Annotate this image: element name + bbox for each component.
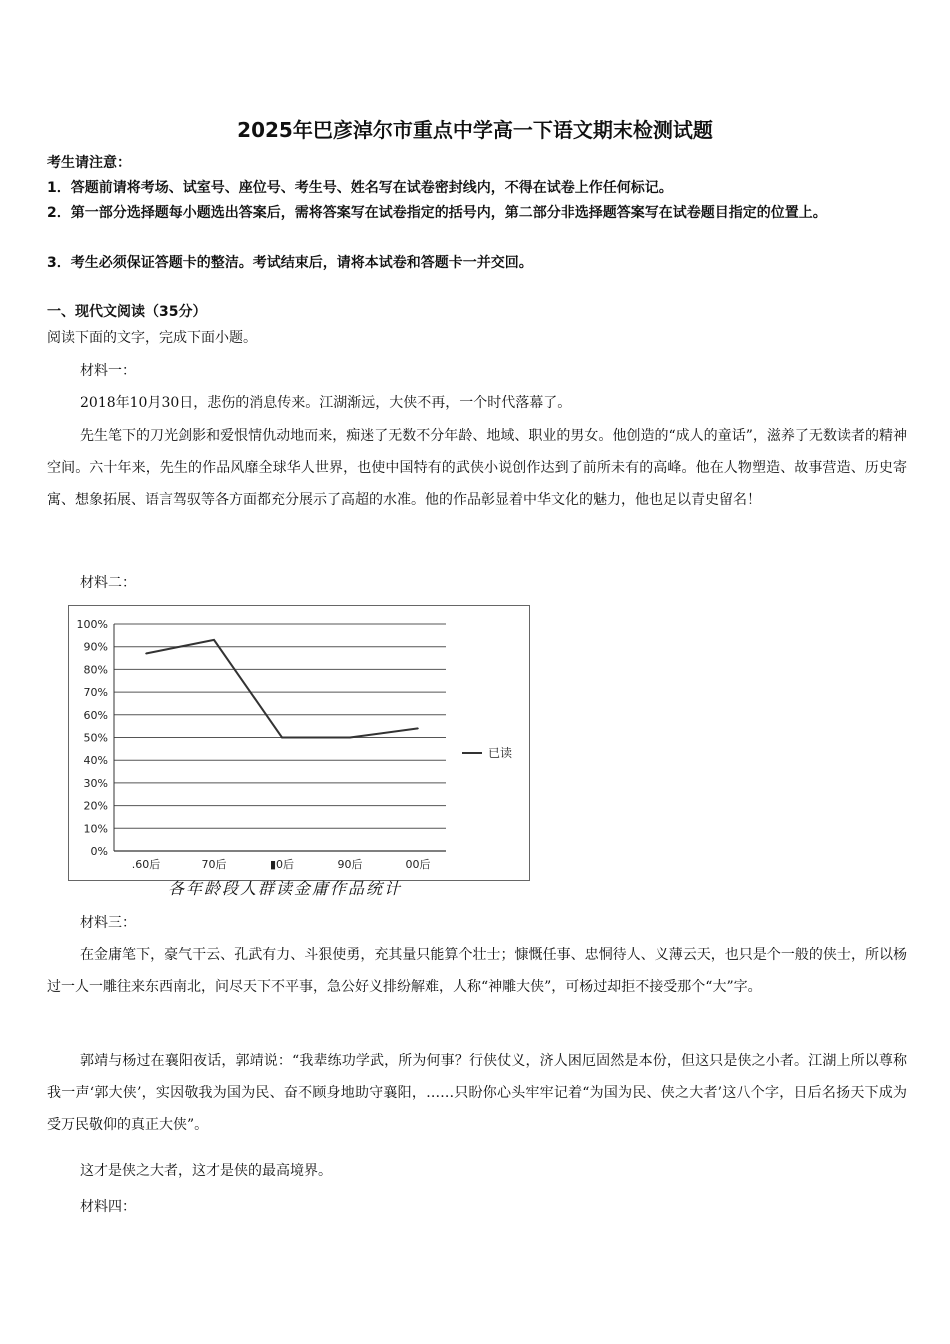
section-instruction: 阅读下面的文字，完成下面小题。 [47,330,257,346]
page-title: 2025年巴彦淖尔市重点中学高一下语文期末检测试题 [237,118,713,142]
notice-item-3: 3．考生必须保证答题卡的整洁。考试结束后，请将本试卷和答题卡一并交回。 [47,255,533,271]
data-point [281,737,283,739]
y-tick-label: 60% [83,708,108,722]
data-point [145,653,147,655]
material1-paragraph-2: 先生笔下的刀光剑影和爱恨情仇动地而来，痴迷了无数不分年龄、地域、职业的男女。他创造的“成人的童话”，滋养了无数读者的精神空间。六十年来，先生的作品风靡全球华人世界，也使中国特有的武侠小说创作达到了前所未有的高峰。他在人物塑造、故事营造、历史寄寓、想象拓展、语言驾驭等各方面都充分展示了高超的水准。他的作品彰显着中华文化的魅力，他也足以青史留名！ [47,428,907,508]
material3-paragraph-1: 在金庸笔下，豪气干云、孔武有力、斗狠使勇，充其量只能算个壮士；慷慨任事、忠恫待人、义薄云天，也只是个一般的侠士，所以杨过一人一雕往来东西南北，问尽天下不平事，急公好义排纷解难，人称“神雕大侠”，可杨过却拒不接受那个“大”字。 [47,947,907,995]
material1-paragraph-1: 2018年10月30日，悲伤的消息传来。江湖渐远，大侠不再，一个时代落幕了。 [80,395,572,411]
material3-paragraph-3: 这才是侠之大者，这才是侠的最高境界。 [80,1163,332,1179]
y-tick-label: 100% [76,618,108,631]
legend-label: 已读 [488,746,513,760]
section-title: 一、现代文阅读（35分） [47,304,207,320]
y-tick-label: 20% [83,799,108,813]
chart-caption: 各年龄段人群读金庸作品统计 [168,879,403,898]
material3-paragraph-2: 郭靖与杨过在襄阳夜话，郭靖说：“我辈练功学武，所为何事？行侠仗义，济人困厄固然是本份，但这只是侠之小者。江湖上所以尊称我一声‘郭大侠’，实因敬我为国为民、奋不顾身地助守襄阳，……只盼你心头牢牢记着“为国为民、侠之大者’这八个字，日后名扬天下成为受万民敬仰的真正大侠”。 [47,1053,907,1133]
notice-item-1: 1．答题前请将考场、试室号、座位号、考生号、姓名写在试卷密封线内，不得在试卷上作任何标记。 [47,180,673,196]
notice-item-2: 2．第一部分选择题每小题选出答案后，需将答案写在试卷指定的括号内，第二部分非选择题答案写在试卷题目指定的位置上。 [47,205,827,221]
y-tick-label: 10% [83,822,108,836]
x-tick-label: ▮0后 [269,858,295,871]
data-point [349,737,351,739]
notice-heading: 考生请注意： [47,155,131,171]
material4-label: 材料四： [80,1199,136,1215]
material2-label: 材料二： [80,575,136,591]
y-tick-label: 0% [90,845,108,858]
y-tick-label: 70% [83,686,108,700]
x-tick-label: 00后 [405,858,431,871]
material3-label: 材料三： [80,915,136,931]
x-tick-label: .60后 [131,858,161,871]
y-tick-label: 90% [83,640,108,654]
reading-line-chart [68,605,530,881]
data-point [417,728,419,730]
series-line [146,640,418,738]
x-tick-label: 70后 [201,858,227,871]
material1-label: 材料一： [80,363,136,379]
data-point [213,639,215,641]
y-tick-label: 50% [83,731,108,745]
y-tick-label: 40% [83,754,108,768]
y-tick-label: 80% [83,663,108,677]
y-tick-label: 30% [83,776,108,790]
x-tick-label: 90后 [337,858,363,871]
